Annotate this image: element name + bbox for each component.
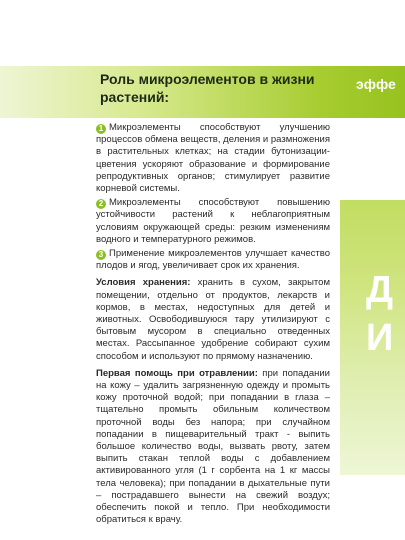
first-aid-text: при попадании на кожу – удалить загрязненную одежду и промыть кожу проточной водой; при попадании в глаза – тщательно промыть обильным количеством проточной воды без напора; при случайном попадании в пищеварительный тракт - выпить большое количество воды, вызвать рвоту, затем выпить стакан теплой воды с добавлением активированного угля (1 г сорбента на 1 кг массы тела человека); при попадании в дыхательные пути – пострадавшего вынести на свежий воздух; обеспечить покой и тепло. При необходимости обратиться к врачу.: [96, 367, 330, 526]
page-title: Роль микроэлементов в жизни растений:: [100, 71, 315, 105]
number-badge: 3: [96, 250, 106, 260]
item-text: Применение микроэлементов улучшает качество плодов и ягод, увеличивает срок их хранения.: [96, 248, 330, 272]
content-body: [96, 122, 330, 529]
item-text: Микроэлементы способствуют улучшению процессов обмена веществ, деления и размножения в растительных клетках; на стадии бутонизации-цветения ускоряют образование и формирование репродуктивных органов; стимулирует развитие корневой системы.: [96, 122, 330, 195]
right-letter-2: И: [366, 317, 394, 359]
list-item: [96, 122, 330, 195]
item-text: Микроэлементы способствуют повышению устойчивости растений к неблагоприятным условиям окружающей среды: резким изменениям водного и температурного режимов.: [96, 197, 330, 245]
list-item: [96, 197, 330, 246]
number-badge: 1: [96, 124, 106, 134]
header-side-text: эффе: [356, 76, 396, 92]
first-aid-section: [96, 368, 330, 527]
right-letter-1: Д: [366, 269, 394, 311]
list-item: [96, 248, 330, 272]
first-aid-label: Первая помощь при отравлении:: [96, 367, 258, 379]
storage-label: Условия хранения:: [96, 277, 191, 289]
storage-text: хранить в сухом, закрытом помещении, отдельно от продуктов, лекарств и кормов, в местах, недоступных для детей и животных. Освободившуюся тару утилизируют с бытовым мусором в специально отведенных местах. Рассыпанное удобрение собирают сухим способом и используют по прямому назначению.: [96, 277, 330, 362]
number-badge: 2: [96, 199, 106, 209]
storage-section: [96, 277, 330, 362]
